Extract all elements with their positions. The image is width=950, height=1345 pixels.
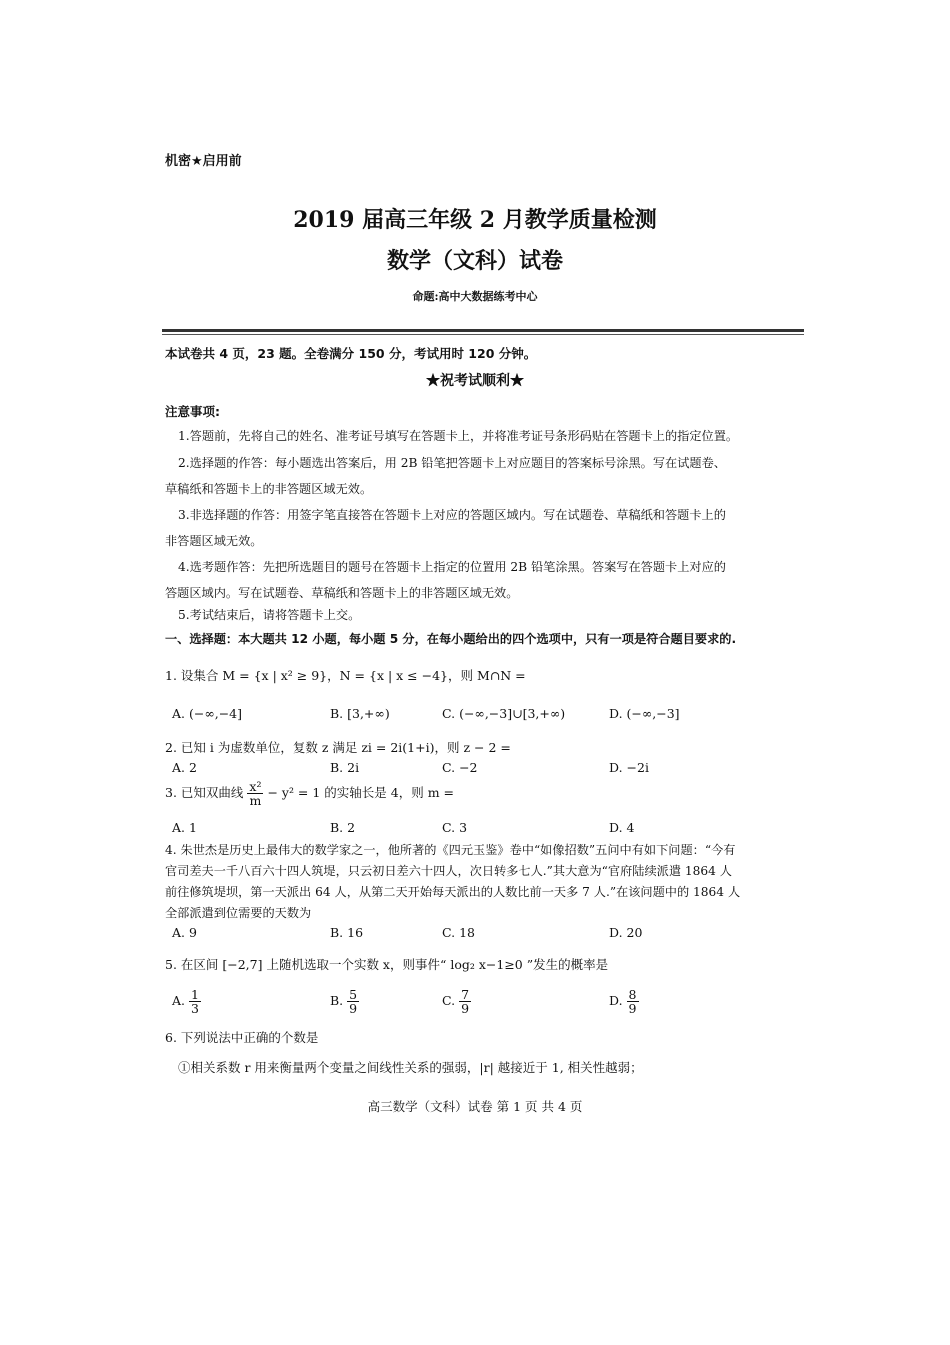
question-5-b-den: 9 bbox=[349, 1001, 358, 1017]
question-3-option-c: C. 3 bbox=[442, 820, 468, 835]
question-4-option-d: D. 20 bbox=[609, 925, 643, 940]
question-1-option-d: D. (−∞,−3] bbox=[609, 706, 680, 721]
question-4-option-c: C. 18 bbox=[442, 925, 475, 940]
good-luck-banner: ★祝考试顺利★ bbox=[426, 373, 524, 389]
question-5-option-b bbox=[330, 988, 359, 1015]
question-6-stem: 6. 下列说法中正确的个数是 bbox=[165, 1030, 319, 1045]
question-4-line-3: 前往修筑堤坝，第一天派出 64 人，从第二天开始每天派出的人数比前一天多 7 人.”在该问题中的 1864 人 bbox=[165, 885, 741, 899]
question-2-option-d: D. −2i bbox=[609, 760, 649, 775]
question-5-option-c-frac bbox=[459, 988, 471, 1015]
question-3-stem-pre: 3. 已知双曲线 bbox=[165, 785, 244, 801]
page-footer: 高三数学（文科）试卷 第 1 页 共 4 页 bbox=[367, 1099, 583, 1114]
question-5-d-den: 9 bbox=[628, 1001, 637, 1017]
note-item-2: 2.选择题的作答：每小题选出答案后，用 2B 铅笔把答题卡上对应题目的答案标号涂黑。写在试题卷、 bbox=[178, 456, 726, 470]
question-5-option-d-frac bbox=[627, 988, 639, 1015]
section-heading: 一、选择题：本大题共 12 小题，每小题 5 分，在每小题给出的四个选项中，只有一项是符合题目要求的. bbox=[165, 632, 737, 646]
question-3-option-a: A. 1 bbox=[172, 820, 197, 835]
question-5-option-d-label: D. bbox=[609, 993, 623, 1009]
question-5-c-num: 7 bbox=[461, 987, 470, 1002]
question-1-stem: 1. 设集合 M = {x | x² ≥ 9}，N = {x | x ≤ −4}，则 M∩N = bbox=[165, 668, 526, 683]
question-5-a-num: 1 bbox=[191, 987, 199, 1002]
notes-heading: 注意事项: bbox=[165, 404, 220, 419]
question-5-c-den: 9 bbox=[461, 1001, 470, 1017]
question-4-line-4: 全部派遣到位需要的天数为 bbox=[165, 906, 312, 920]
note-item-1: 1.答题前，先将自己的姓名、准考证号填写在答题卡上，并将准考证号条形码贴在答题卡上的指定位置。 bbox=[178, 429, 739, 443]
note-item-4: 4.选考题作答：先把所选题目的题号在答题卡上指定的位置用 2B 铅笔涂黑。答案写在答题卡上对应的 bbox=[178, 560, 726, 574]
exam-subtitle: 数学（文科）试卷 bbox=[386, 248, 563, 274]
question-3-option-d: D. 4 bbox=[609, 820, 635, 835]
question-6-item-1: ①相关系数 r 用来衡量两个变量之间线性关系的强弱，|r| 越接近于 1, 相关性越弱； bbox=[178, 1060, 643, 1075]
question-5-option-a-label: A. bbox=[172, 993, 186, 1009]
question-4-option-b: B. 16 bbox=[330, 925, 364, 940]
question-4-line-1: 4. 朱世杰是历史上最伟大的数学家之一，他所著的《四元玉鉴》卷中“如像招数”五问中有如下问题：“今有 bbox=[165, 843, 736, 857]
question-3-stem-post: − y² = 1 的实轴长是 4，则 m = bbox=[267, 785, 455, 801]
question-2-option-c: C. −2 bbox=[442, 760, 478, 775]
note-item-2-cont: 草稿纸和答题卡上的非答题区域无效。 bbox=[165, 482, 373, 496]
exam-author: 命题:高中大数据练考中心 bbox=[412, 290, 538, 303]
question-5-option-a bbox=[172, 988, 201, 1015]
note-item-4-cont: 答题区域内。写在试题卷、草稿纸和答题卡上的非答题区域无效。 bbox=[165, 586, 519, 600]
question-5-a-den: 3 bbox=[191, 1001, 199, 1017]
question-5-option-b-label: B. bbox=[330, 993, 344, 1009]
question-1-option-b: B. [3,+∞) bbox=[330, 706, 390, 721]
question-3-stem bbox=[165, 780, 454, 807]
question-3-option-b: B. 2 bbox=[330, 820, 356, 835]
question-3-fraction bbox=[247, 780, 263, 807]
header-rule-thin bbox=[162, 334, 804, 335]
exam-info: 本试卷共 4 页，23 题。全卷满分 150 分，考试用时 120 分钟。 bbox=[165, 346, 537, 361]
question-5-stem: 5. 在区间 [−2,7] 上随机选取一个实数 x，则事件“ log₂ x−1≥0 ”发生的概率是 bbox=[165, 957, 609, 972]
question-5-d-num: 8 bbox=[628, 987, 637, 1002]
question-3-frac-num: x² bbox=[249, 779, 262, 794]
question-2-option-b: B. 2i bbox=[330, 760, 360, 775]
question-5-option-a-frac bbox=[189, 988, 201, 1015]
note-item-5: 5.考试结束后，请将答题卡上交。 bbox=[178, 608, 361, 622]
confidential-label: 机密★启用前 bbox=[165, 154, 242, 169]
question-4-option-a: A. 9 bbox=[172, 925, 197, 940]
exam-title: 2019 届高三年级 2 月教学质量检测 bbox=[293, 207, 657, 233]
note-item-3: 3.非选择题的作答：用签字笔直接答在答题卡上对应的答题区域内。写在试题卷、草稿纸和答题卡上的 bbox=[178, 508, 726, 522]
question-5-option-c bbox=[442, 988, 471, 1015]
question-5-option-c-label: C. bbox=[442, 993, 456, 1009]
question-1-option-a: A. (−∞,−4] bbox=[172, 706, 243, 721]
question-5-b-num: 5 bbox=[349, 987, 358, 1002]
header-rule-thick bbox=[162, 329, 804, 332]
question-2-option-a: A. 2 bbox=[172, 760, 197, 775]
question-5-option-b-frac bbox=[347, 988, 359, 1015]
question-4-line-2: 官司差夫一千八百六十四人筑堤，只云初日差六十四人，次日转多七人.”其大意为“官府陆续派遣 1864 人 bbox=[165, 864, 732, 878]
question-5-option-d bbox=[609, 988, 639, 1015]
question-2-stem: 2. 已知 i 为虚数单位，复数 z 满足 zi = 2i(1+i)，则 z − 2 = bbox=[165, 740, 511, 755]
question-1-option-c: C. (−∞,−3]∪[3,+∞) bbox=[442, 706, 566, 721]
note-item-3-cont: 非答题区域无效。 bbox=[165, 534, 263, 548]
question-3-frac-den: m bbox=[249, 793, 262, 809]
